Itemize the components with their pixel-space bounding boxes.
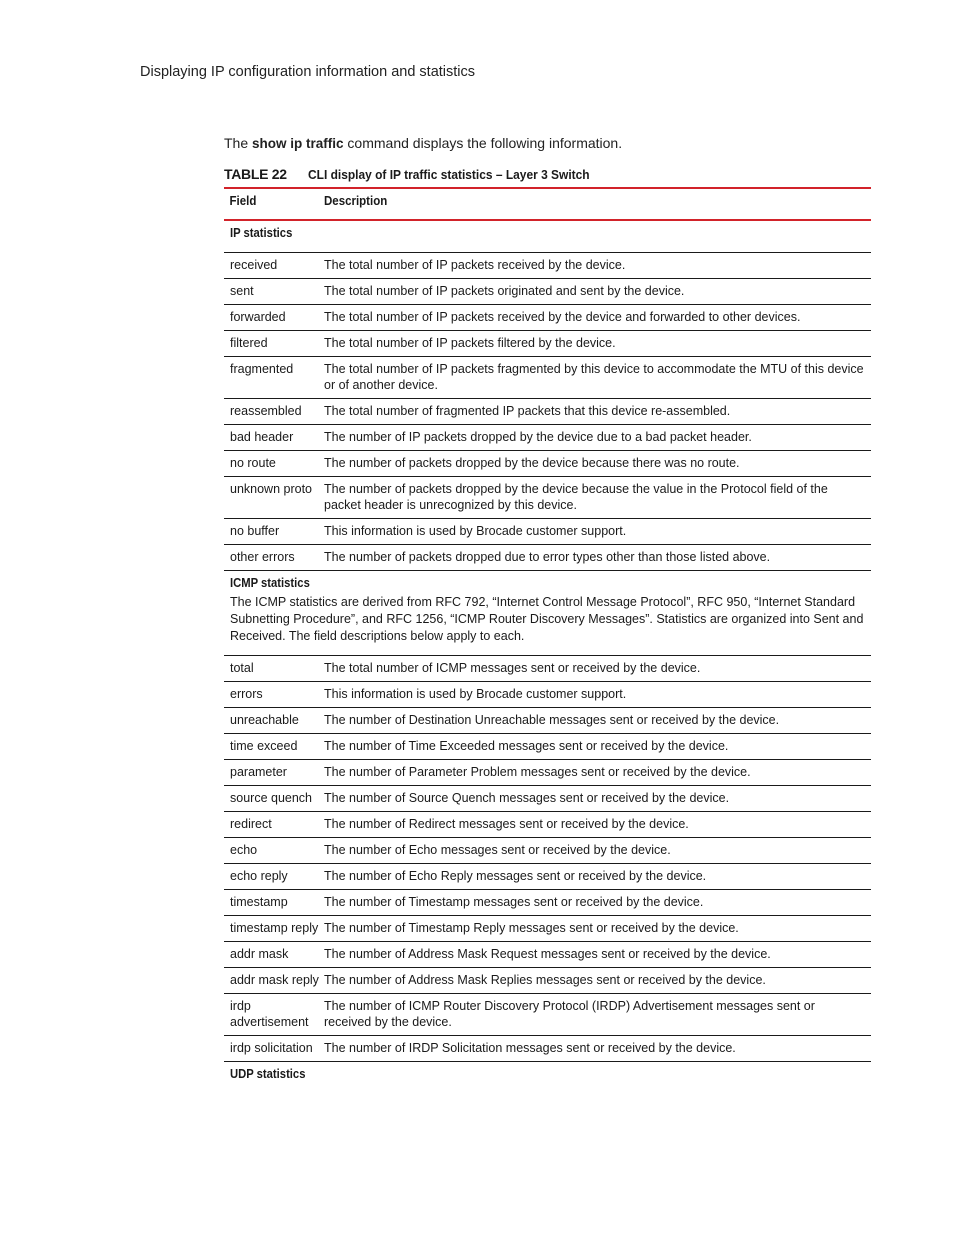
table-row [224, 477, 871, 519]
description-cell: The number of Source Quench messages sent or received by the device. [324, 791, 730, 805]
description-cell: The total number of IP packets received by the device. [324, 258, 626, 272]
field-cell: unreachable [230, 713, 299, 727]
field-cell: filtered [230, 336, 268, 350]
description-cell: The total number of IP packets fragmented by this device to accommodate the MTU of this device or of another device. [324, 362, 864, 392]
field-cell: addr mask [230, 947, 289, 961]
field-cell: sent [230, 284, 254, 298]
running-header: Displaying IP configuration information and statistics [140, 64, 476, 80]
ip-statistics-title: IP statistics [230, 226, 293, 240]
description-cell: The number of packets dropped due to error types other than those listed above. [324, 550, 771, 564]
command-name: show ip traffic [252, 136, 344, 151]
field-cell: unknown proto [230, 482, 313, 496]
description-cell: The total number of IP packets received by the device and forwarded to other devices. [324, 310, 801, 324]
table-row [224, 545, 871, 571]
field-cell: no route [230, 456, 276, 470]
description-cell: The number of Timestamp messages sent or received by the device. [324, 895, 704, 909]
table-number: TABLE 22 [224, 166, 287, 182]
field-cell: parameter [230, 765, 287, 779]
table-row [224, 1036, 871, 1062]
table-row [224, 994, 871, 1036]
table-row [224, 812, 871, 838]
table-row [224, 425, 871, 451]
table-row [224, 708, 871, 734]
ip-traffic-table [224, 187, 871, 1093]
table-row [224, 682, 871, 708]
field-cell: no buffer [230, 524, 280, 538]
table-row [224, 734, 871, 760]
field-cell: bad header [230, 430, 294, 444]
column-header-field: Field [229, 194, 257, 208]
description-cell: The total number of IP packets originated and sent by the device. [324, 284, 685, 298]
field-cell: irdp solicitation [230, 1041, 313, 1055]
description-cell: The number of IP packets dropped by the device due to a bad packet header. [324, 430, 752, 444]
intro-suffix: command displays the following information. [343, 135, 623, 151]
table-row [224, 656, 871, 682]
field-cell: irdp advertisement [230, 999, 309, 1029]
udp-statistics-title: UDP statistics [230, 1067, 306, 1081]
field-cell: timestamp [230, 895, 288, 909]
table-row [224, 253, 871, 279]
description-cell: This information is used by Brocade customer support. [324, 687, 627, 701]
description-cell: The number of Address Mask Replies messages sent or received by the device. [324, 973, 766, 987]
field-cell: errors [230, 687, 263, 701]
description-cell: The number of Echo Reply messages sent or received by the device. [324, 869, 707, 883]
field-cell: fragmented [230, 362, 294, 376]
icmp-statistics-rows [224, 656, 871, 1062]
field-cell: source quench [230, 791, 313, 805]
table-row [224, 942, 871, 968]
description-cell: The number of Redirect messages sent or received by the device. [324, 817, 689, 831]
description-cell: The total number of fragmented IP packets that this device re-assembled. [324, 404, 731, 418]
intro-prefix: The [224, 135, 253, 151]
table-row [224, 786, 871, 812]
icmp-statistics-title: ICMP statistics [230, 576, 310, 590]
field-cell: received [230, 258, 278, 272]
ip-statistics-section [224, 221, 871, 253]
table-caption [224, 166, 871, 182]
table-row [224, 916, 871, 942]
description-cell: The number of IRDP Solicitation messages sent or received by the device. [324, 1041, 736, 1055]
description-cell: The number of Address Mask Request messages sent or received by the device. [324, 947, 771, 961]
udp-statistics-section [224, 1062, 871, 1093]
field-cell: forwarded [230, 310, 286, 324]
ip-statistics-rows [224, 253, 871, 571]
table-row [224, 279, 871, 305]
table-row [224, 451, 871, 477]
table-row [224, 519, 871, 545]
field-cell: redirect [230, 817, 272, 831]
description-cell: The number of packets dropped by the device because the value in the Protocol field of the packet header is unrecognized by this device. [324, 482, 828, 512]
field-cell: echo reply [230, 869, 288, 883]
description-cell: The number of packets dropped by the device because there was no route. [324, 456, 740, 470]
description-cell: This information is used by Brocade customer support. [324, 524, 627, 538]
table-header-row [224, 189, 871, 221]
table-row [224, 838, 871, 864]
table-row [224, 760, 871, 786]
description-cell: The number of Parameter Problem messages sent or received by the device. [324, 765, 751, 779]
icmp-statistics-section [224, 571, 871, 656]
table-row [224, 305, 871, 331]
field-cell: total [230, 661, 254, 675]
field-cell: addr mask reply [230, 973, 319, 987]
description-cell: The number of Time Exceeded messages sent or received by the device. [324, 739, 729, 753]
table-row [224, 331, 871, 357]
description-cell: The number of Echo messages sent or received by the device. [324, 843, 671, 857]
description-cell: The number of Timestamp Reply messages sent or received by the device. [324, 921, 739, 935]
table-row [224, 399, 871, 425]
intro-paragraph [224, 135, 622, 151]
field-cell: timestamp reply [230, 921, 319, 935]
field-cell: other errors [230, 550, 295, 564]
table-row [224, 968, 871, 994]
table-row [224, 357, 871, 399]
field-cell: reassembled [230, 404, 302, 418]
description-cell: The number of ICMP Router Discovery Protocol (IRDP) Advertisement messages sent or received by the device. [324, 999, 815, 1029]
table-title: CLI display of IP traffic statistics – Layer 3 Switch [308, 167, 590, 182]
field-cell: echo [230, 843, 258, 857]
description-cell: The total number of IP packets filtered by the device. [324, 336, 616, 350]
icmp-statistics-text: The ICMP statistics are derived from RFC 792, “Internet Control Message Protocol”, RFC 950, “Internet Standard Subnetting Procedure”, and RFC 1256, “ICMP Router Discovery Messages”. Statistics are organized into Sent and Received. The field descriptions below apply to each. [230, 595, 864, 643]
field-cell: time exceed [230, 739, 298, 753]
table-row [224, 890, 871, 916]
description-cell: The total number of ICMP messages sent or received by the device. [324, 661, 701, 675]
table-row [224, 864, 871, 890]
column-header-description: Description [324, 194, 388, 208]
description-cell: The number of Destination Unreachable messages sent or received by the device. [324, 713, 780, 727]
